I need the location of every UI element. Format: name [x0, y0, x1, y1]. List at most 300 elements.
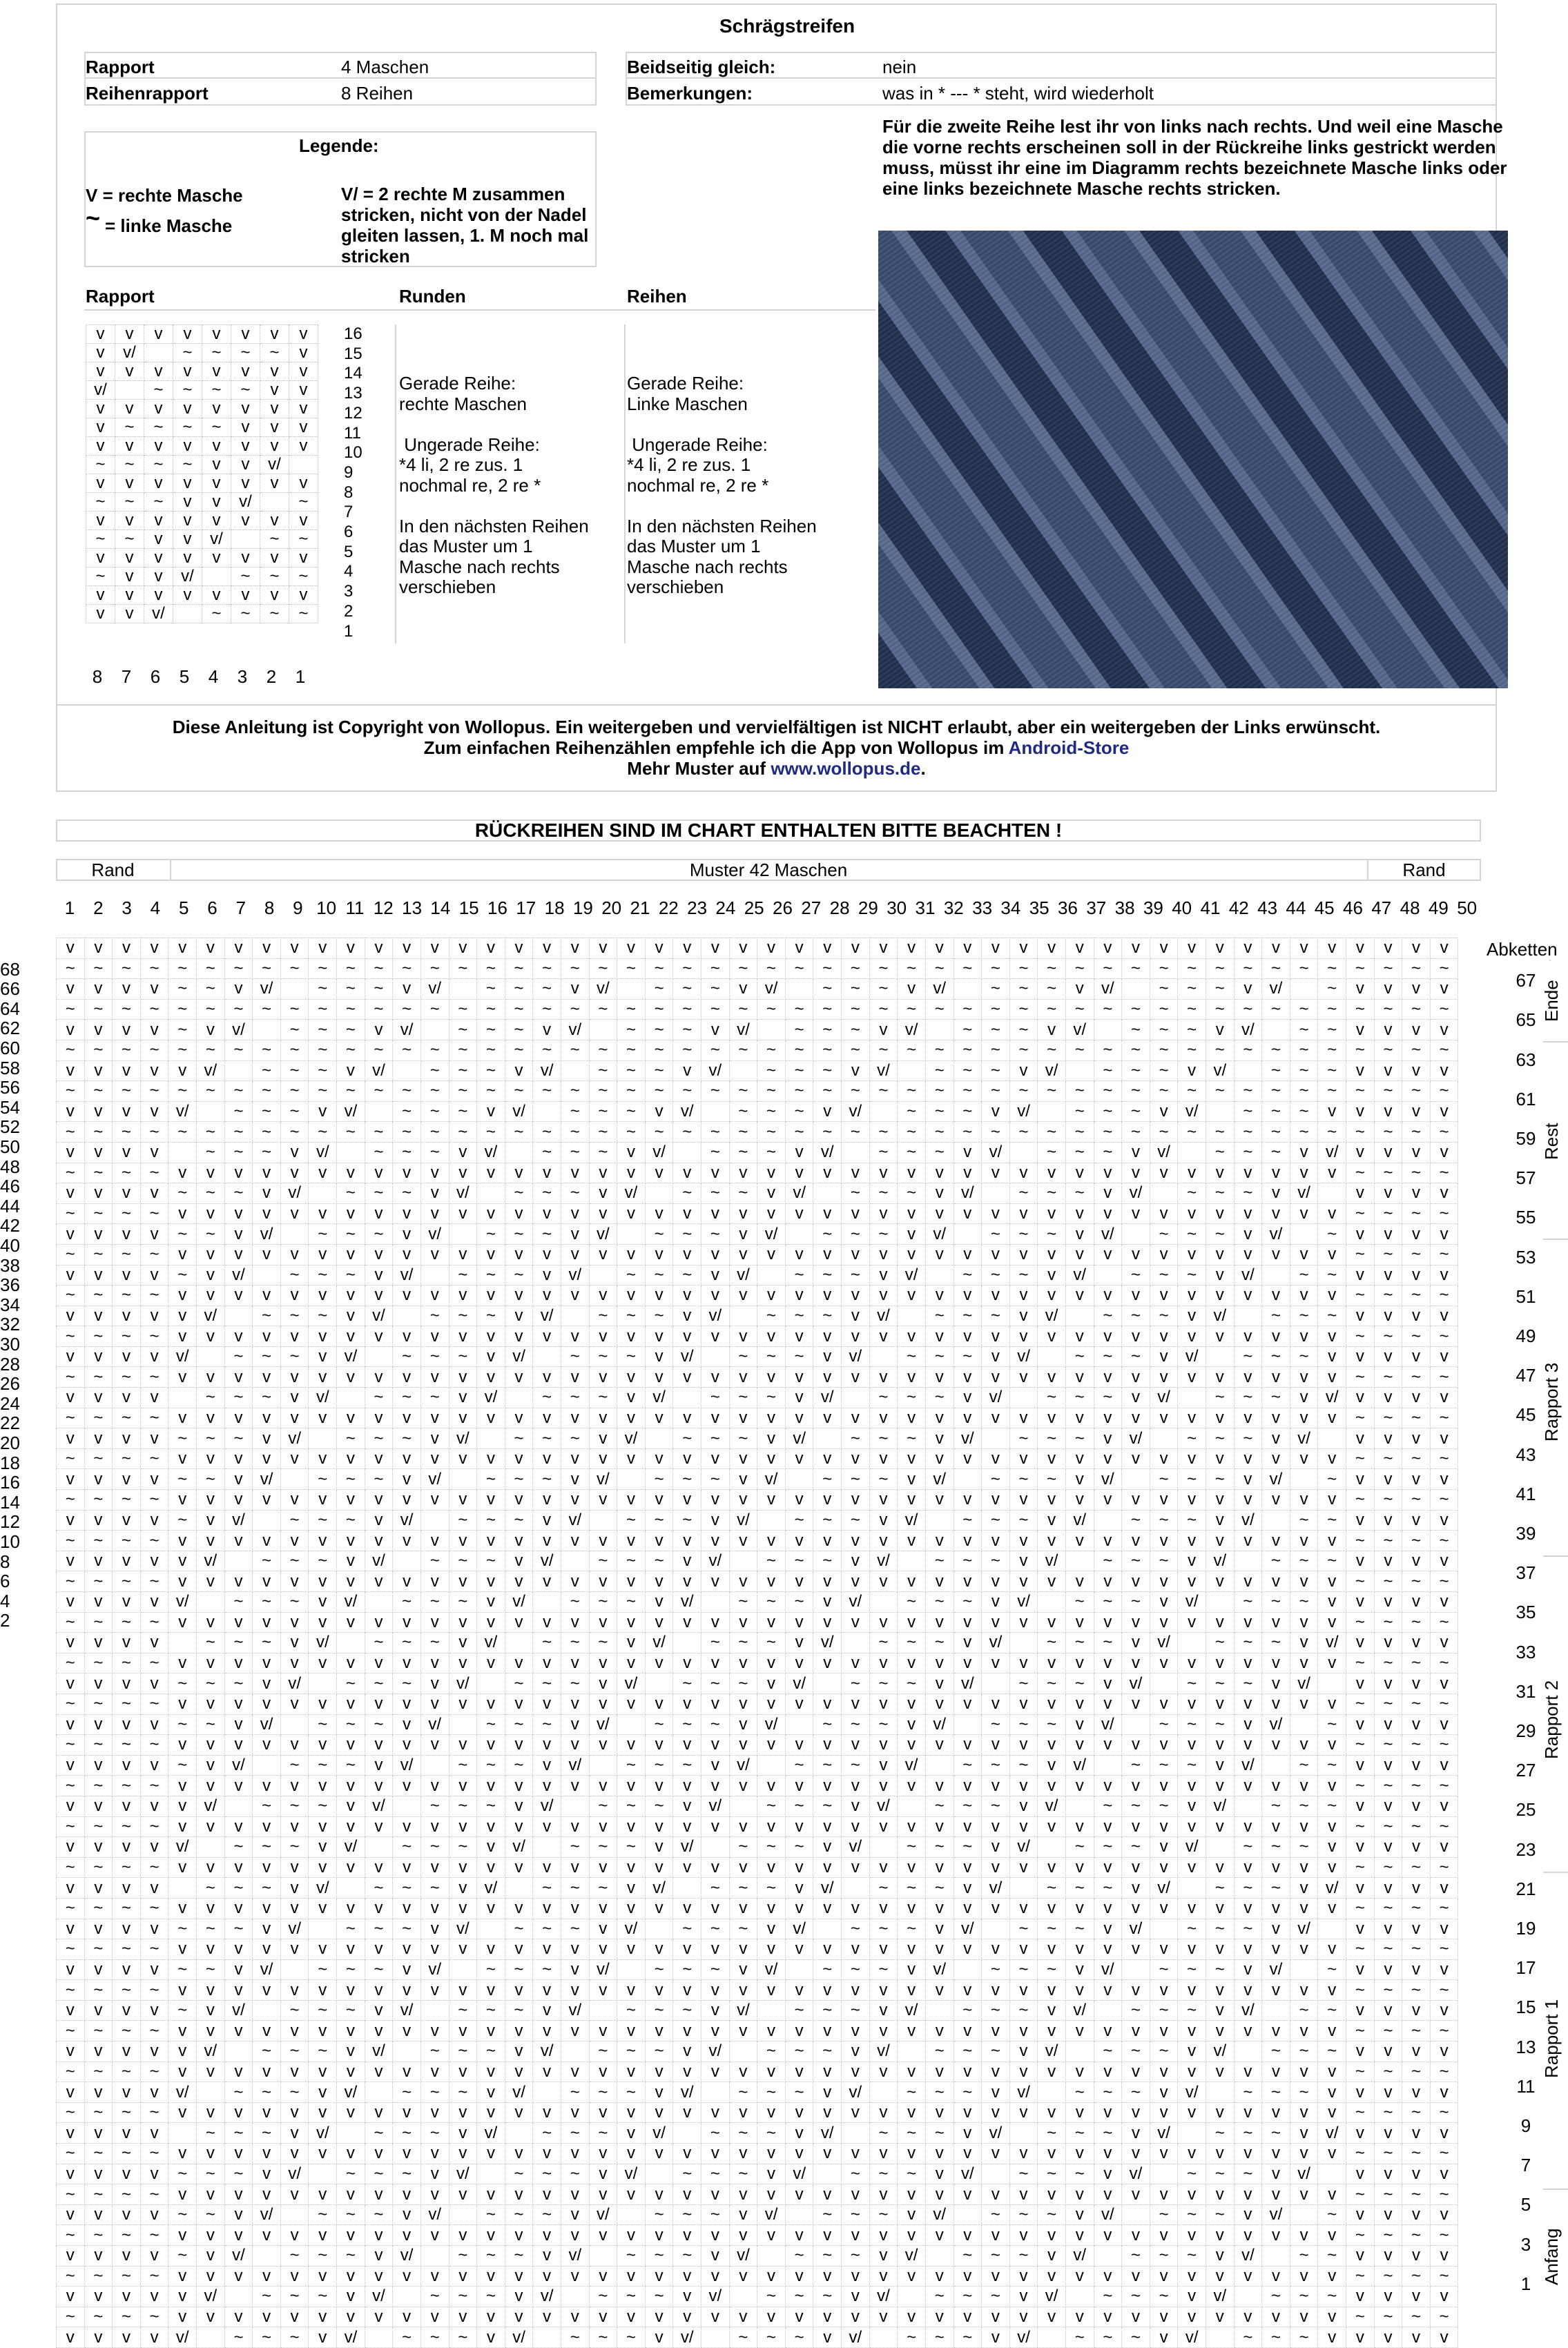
stitch-cell: v	[253, 2307, 281, 2327]
stitch-cell: v/	[785, 1673, 813, 1694]
stitch-cell: v	[1009, 1653, 1038, 1673]
stitch-cell: v	[813, 1448, 842, 1469]
stitch-cell: ~	[86, 493, 115, 512]
chart-row	[57, 1510, 1458, 1531]
section-divider	[1543, 2189, 1568, 2190]
stitch-cell: v	[589, 1653, 617, 1673]
rapport-row-number: 12	[344, 403, 362, 423]
stitch-cell: ~	[1038, 1673, 1066, 1694]
stitch-cell: ~	[757, 2287, 786, 2307]
stitch-cell: v	[280, 2123, 309, 2144]
stitch-cell: ~	[84, 1939, 113, 1960]
stitch-cell: v	[140, 1346, 168, 1367]
stitch-cell: v	[140, 1919, 168, 1939]
stitch-cell: v	[1262, 938, 1290, 959]
stitch-cell: v	[253, 1694, 281, 1714]
stitch-cell: ~	[1262, 2041, 1290, 2062]
stitch-cell: v	[842, 1490, 870, 1511]
stitch-cell: v	[533, 1755, 561, 1776]
rapport-chart-row	[86, 456, 318, 474]
stitch-cell: v	[617, 2307, 646, 2327]
stitch-cell	[954, 1714, 982, 1735]
stitch-cell: v	[197, 2000, 225, 2021]
stitch-cell	[337, 1142, 365, 1163]
stitch-cell: v	[224, 1203, 253, 1224]
stitch-cell: ~	[701, 958, 730, 979]
stitch-cell: v	[1094, 938, 1122, 959]
row-number-even: 44	[0, 1195, 20, 1216]
stitch-cell: v	[280, 1163, 309, 1183]
stitch-cell: v	[57, 1673, 85, 1694]
stitch-cell: v	[505, 1694, 533, 1714]
stitch-cell: v	[365, 1571, 393, 1592]
stitch-cell: v	[561, 1469, 589, 1490]
stitch-cell: v	[729, 2204, 757, 2225]
stitch-cell	[1065, 2287, 1094, 2307]
stitch-cell: v	[1318, 1694, 1346, 1714]
stitch-cell: v	[1065, 1714, 1094, 1735]
stitch-cell: v	[57, 1306, 85, 1326]
stitch-cell: v	[1094, 1285, 1122, 1306]
stitch-cell: v	[477, 2061, 505, 2082]
stitch-cell: ~	[1290, 1306, 1318, 1326]
stitch-cell: ~	[617, 1346, 646, 1367]
stitch-cell: v	[420, 2061, 449, 2082]
stitch-cell: v	[477, 1612, 505, 1633]
stitch-cell: ~	[197, 1714, 225, 1735]
stitch-cell: ~	[365, 2123, 393, 2144]
stitch-cell: v	[1065, 2061, 1094, 2082]
stitch-cell: ~	[280, 1081, 309, 1102]
stitch-cell: v	[645, 1285, 673, 1306]
stitch-cell: v	[280, 2184, 309, 2205]
stitch-cell: v	[842, 1448, 870, 1469]
stitch-cell: v	[1122, 1326, 1150, 1347]
stitch-cell: v	[898, 1714, 926, 1735]
stitch-cell: v	[842, 1612, 870, 1633]
stitch-cell: v/	[533, 1551, 561, 1571]
stitch-cell: v	[533, 2307, 561, 2327]
column-number: 40	[1172, 898, 1192, 918]
stitch-cell: v	[701, 1816, 730, 1837]
stitch-cell: v	[1150, 1490, 1178, 1511]
stitch-cell: v	[701, 1571, 730, 1592]
stitch-cell: ~	[1009, 1673, 1038, 1694]
stitch-cell: v	[420, 1857, 449, 1878]
stitch-cell: ~	[1430, 1081, 1458, 1102]
stitch-cell: ~	[1178, 2164, 1206, 2184]
abketten-label: Abketten	[1487, 939, 1558, 960]
stitch-cell: v	[673, 1203, 701, 1224]
column-number: 49	[1428, 898, 1449, 918]
stitch-cell	[982, 1428, 1010, 1449]
stitch-cell: v	[1402, 2164, 1431, 2184]
chart-row	[57, 2246, 1458, 2267]
stitch-cell: v	[393, 979, 421, 1000]
stitch-cell: v	[420, 1694, 449, 1714]
stitch-cell: ~	[1009, 2164, 1038, 2184]
stitch-cell: v	[1206, 1653, 1234, 1673]
stitch-cell: v	[1262, 1571, 1290, 1592]
stitch-cell: ~	[869, 2204, 898, 2225]
stitch-cell: v	[982, 2327, 1010, 2348]
stitch-cell: v	[1290, 1531, 1318, 1551]
stitch-cell: ~	[113, 1735, 141, 1756]
stitch-cell: ~	[57, 1531, 85, 1551]
app-recommendation-text: Zum einfachen Reihenzählen empfehle ich die App von Wollopus im	[423, 737, 1009, 758]
stitch-cell: v	[280, 1142, 309, 1163]
stitch-cell: v	[280, 1244, 309, 1265]
rapport-column-number: 7	[121, 666, 132, 687]
stitch-cell: v	[1290, 1612, 1318, 1633]
stitch-cell: ~	[253, 1101, 281, 1122]
stitch-cell: v	[869, 1816, 898, 1837]
stitch-cell: v	[1402, 1306, 1431, 1326]
stitch-cell: ~	[420, 2082, 449, 2103]
stitch-cell: v	[673, 2184, 701, 2205]
stitch-cell: v	[561, 1163, 589, 1183]
row-number-even: 40	[0, 1235, 20, 1256]
row-number-odd: 19	[1516, 1918, 1536, 1939]
stitch-cell: ~	[168, 958, 197, 979]
stitch-cell: v	[673, 1448, 701, 1469]
stitch-cell: ~	[1122, 1346, 1150, 1367]
stitch-cell: v	[113, 1510, 141, 1531]
stitch-cell: v	[617, 2184, 646, 2205]
row-number-odd: 11	[1516, 2075, 1536, 2097]
stitch-cell: v	[1206, 1939, 1234, 1960]
stitch-cell: ~	[57, 1326, 85, 1347]
stitch-cell	[505, 2123, 533, 2144]
stitch-cell: ~	[1346, 1448, 1375, 1469]
stitch-cell: ~	[617, 1122, 646, 1143]
stitch-cell: ~	[1150, 1040, 1178, 1060]
stitch-cell: ~	[505, 979, 533, 1000]
stitch-cell: ~	[813, 2287, 842, 2307]
stitch-cell: v	[982, 1244, 1010, 1265]
stitch-cell: ~	[1374, 1816, 1402, 1837]
stitch-cell: v	[533, 1203, 561, 1224]
stitch-cell: v	[1122, 1612, 1150, 1633]
stitch-cell: v	[280, 1857, 309, 1878]
stitch-cell: v	[1430, 1224, 1458, 1245]
stitch-cell: v	[1374, 1510, 1402, 1531]
stitch-cell: v	[1009, 1367, 1038, 1388]
stitch-cell: v	[561, 979, 589, 1000]
stitch-cell: ~	[84, 1694, 113, 1714]
stitch-cell: v/	[280, 2164, 309, 2184]
stitch-cell: ~	[1122, 958, 1150, 979]
stitch-cell: ~	[505, 958, 533, 979]
stitch-cell: ~	[1346, 2021, 1375, 2041]
stitch-cell: v	[393, 1163, 421, 1183]
stitch-cell: v	[84, 1306, 113, 1326]
stitch-cell: ~	[420, 1060, 449, 1081]
stitch-cell: ~	[1094, 1551, 1122, 1571]
stitch-cell: ~	[842, 1183, 870, 1204]
stitch-cell: v	[1374, 1469, 1402, 1490]
stitch-cell: ~	[729, 2082, 757, 2103]
stitch-cell: ~	[86, 530, 115, 549]
column-number: 23	[687, 898, 708, 918]
stitch-cell: v/	[1262, 2204, 1290, 2225]
stitch-cell: ~	[84, 1898, 113, 1919]
stitch-cell: v	[898, 1980, 926, 2001]
stitch-cell: ~	[365, 1040, 393, 1060]
stitch-cell: ~	[505, 1183, 533, 1204]
stitch-cell: ~	[982, 999, 1010, 1020]
stitch-cell: v	[337, 1531, 365, 1551]
stitch-cell: v	[1318, 1653, 1346, 1673]
stitch-cell: v	[589, 2225, 617, 2246]
stitch-cell: v/	[1318, 1633, 1346, 1653]
stitch-cell: ~	[645, 979, 673, 1000]
stitch-cell: ~	[1178, 1183, 1206, 1204]
stitch-cell: ~	[253, 999, 281, 1020]
column-number: 10	[316, 898, 337, 918]
stitch-cell: v	[477, 1837, 505, 1858]
stitch-cell: v	[173, 549, 202, 567]
stitch-cell: v/	[1262, 1714, 1290, 1735]
stitch-cell: v	[253, 1816, 281, 1837]
stitch-cell: v	[1178, 1306, 1206, 1326]
stitch-cell: v	[1290, 1367, 1318, 1388]
stitch-cell: v/	[869, 2041, 898, 2062]
stitch-cell: ~	[505, 1959, 533, 1980]
stitch-cell: v	[1234, 2266, 1262, 2287]
stitch-cell: v	[224, 1714, 253, 1735]
stitch-cell: ~	[1430, 2021, 1458, 2041]
stitch-cell: v	[289, 325, 318, 344]
stitch-cell: v	[1262, 2184, 1290, 2205]
stitch-cell: v	[1038, 1163, 1066, 1183]
stitch-cell: v	[337, 2225, 365, 2246]
wollopus-link[interactable]: www.wollopus.de	[771, 758, 921, 779]
stitch-cell: v	[449, 1694, 477, 1714]
stitch-cell: v	[1009, 1980, 1038, 2001]
stitch-cell: v	[289, 437, 318, 456]
instruction-line	[399, 495, 620, 516]
stitch-cell: v	[1038, 1020, 1066, 1040]
stitch-cell: ~	[113, 2307, 141, 2327]
stitch-cell: ~	[673, 999, 701, 1020]
row-number-odd: 13	[1516, 2036, 1536, 2057]
stitch-cell: v	[1374, 938, 1402, 959]
stitch-cell: ~	[84, 1980, 113, 2001]
stitch-cell: ~	[1150, 1060, 1178, 1081]
stitch-cell: v	[477, 1939, 505, 1960]
stitch-cell: ~	[589, 958, 617, 979]
stitch-cell: v/	[617, 1183, 646, 1204]
stitch-cell	[729, 1306, 757, 1326]
stitch-cell: v	[365, 1816, 393, 1837]
stitch-cell: v	[84, 1510, 113, 1531]
stitch-cell: v	[420, 1408, 449, 1428]
stitch-cell: v	[168, 2287, 197, 2307]
stitch-cell: v	[701, 1265, 730, 1285]
stitch-cell: v	[785, 1612, 813, 1633]
stitch-cell: v/	[365, 1306, 393, 1326]
stitch-cell: ~	[57, 1612, 85, 1633]
stitch-cell	[1065, 2041, 1094, 2062]
stitch-cell	[197, 1101, 225, 1122]
stitch-cell: v	[84, 1592, 113, 1613]
row-number-even: 38	[0, 1254, 20, 1276]
stitch-cell: v	[1346, 1633, 1375, 1653]
stitch-cell: v	[561, 1857, 589, 1878]
stitch-cell: ~	[1122, 1510, 1150, 1531]
stitch-cell: ~	[1094, 1060, 1122, 1081]
stitch-cell: ~	[57, 1367, 85, 1388]
stitch-cell: ~	[449, 1081, 477, 1102]
stitch-cell: ~	[1430, 1653, 1458, 1673]
stitch-cell: ~	[1402, 1285, 1431, 1306]
stitch-cell: v	[729, 1959, 757, 1980]
stitch-cell: v	[140, 2287, 168, 2307]
stitch-cell: v/	[1206, 2041, 1234, 2062]
stitch-cell: v	[449, 1388, 477, 1408]
stitch-cell: v	[589, 2184, 617, 2205]
stitch-cell: ~	[785, 1755, 813, 1776]
stitch-cell: v	[1038, 1898, 1066, 1919]
stitch-cell: v	[589, 2021, 617, 2041]
stitch-cell: ~	[869, 1142, 898, 1163]
stitch-cell: v	[785, 1878, 813, 1899]
stitch-cell	[1206, 2082, 1234, 2103]
stitch-cell: v	[813, 1857, 842, 1878]
stitch-cell: v	[337, 1408, 365, 1428]
column-number: 25	[744, 898, 764, 918]
stitch-cell	[1122, 1959, 1150, 1980]
stitch-cell: v	[954, 2184, 982, 2205]
stitch-cell: v/	[925, 1469, 954, 1490]
legend-v: V = rechte Masche	[86, 185, 243, 206]
stitch-cell: v	[1374, 979, 1402, 1000]
stitch-cell	[1094, 1020, 1122, 1040]
stitch-cell: v	[1430, 1919, 1458, 1939]
stitch-cell: ~	[1402, 1040, 1431, 1060]
column-number: 19	[572, 898, 593, 918]
stitch-cell	[589, 1265, 617, 1285]
stitch-cell: v	[729, 1326, 757, 1347]
stitch-cell: v	[231, 418, 260, 437]
stitch-cell	[1122, 1224, 1150, 1245]
stitch-cell: v	[673, 1060, 701, 1081]
stitch-cell: v	[1094, 2021, 1122, 2041]
stitch-cell: ~	[1150, 1755, 1178, 1776]
rapport-column-number: 2	[266, 666, 277, 687]
stitch-cell: ~	[925, 1122, 954, 1143]
stitch-cell: v	[337, 2102, 365, 2123]
stitch-cell: ~	[113, 1857, 141, 1878]
stitch-cell: v	[1206, 2184, 1234, 2205]
stitch-cell: ~	[813, 958, 842, 979]
stitch-cell: ~	[260, 344, 289, 362]
stitch-cell: v	[701, 2266, 730, 2287]
stitch-cell: ~	[617, 1265, 646, 1285]
stitch-cell: v	[113, 1142, 141, 1163]
stitch-cell: v	[1009, 2102, 1038, 2123]
stitch-cell: v	[1094, 1653, 1122, 1673]
stitch-cell: v	[365, 1735, 393, 1756]
stitch-cell: v	[1290, 2307, 1318, 2327]
stitch-cell: v	[449, 2266, 477, 2287]
stitch-cell: v	[224, 1285, 253, 1306]
stitch-cell: ~	[869, 1122, 898, 1143]
stitch-cell: ~	[84, 1367, 113, 1388]
stitch-cell: v	[224, 1224, 253, 1245]
stitch-cell	[645, 2164, 673, 2184]
stitch-cell: v	[309, 1367, 337, 1388]
stitch-cell: v	[1206, 1612, 1234, 1633]
stitch-cell: v	[1402, 1020, 1431, 1040]
stitch-cell: ~	[420, 1346, 449, 1367]
stitch-cell: v	[57, 1428, 85, 1449]
stitch-cell: ~	[113, 1244, 141, 1265]
stitch-cell: v	[1402, 979, 1431, 1000]
stitch-cell: v	[57, 2204, 85, 2225]
stitch-cell: v	[57, 2000, 85, 2021]
stitch-cell: v	[673, 1367, 701, 1388]
bemerkungen-label: Bemerkungen:	[627, 83, 753, 104]
stitch-cell: v	[982, 1448, 1010, 1469]
stitch-cell: v	[1009, 1448, 1038, 1469]
stitch-cell: ~	[617, 1020, 646, 1040]
stitch-cell: v	[1178, 1653, 1206, 1673]
stitch-cell: v	[701, 1735, 730, 1756]
stitch-cell: v/	[617, 1673, 646, 1694]
stitch-cell: v/	[477, 1142, 505, 1163]
stitch-cell: v	[477, 1163, 505, 1183]
stitch-cell: v	[224, 1939, 253, 1960]
stitch-cell: v/	[561, 2000, 589, 2021]
stitch-cell: v	[1065, 1735, 1094, 1756]
stitch-cell	[561, 1060, 589, 1081]
stitch-cell: ~	[57, 1408, 85, 1428]
stitch-cell: v	[1065, 1694, 1094, 1714]
stitch-cell: v	[477, 1898, 505, 1919]
stitch-cell: v	[280, 1694, 309, 1714]
instruction-line: Masche nach rechts	[627, 556, 788, 577]
stitch-cell: v/	[954, 1673, 982, 1694]
row-number-even: 60	[0, 1038, 20, 1058]
stitch-cell	[842, 2123, 870, 2144]
stitch-cell: v	[224, 2144, 253, 2164]
stitch-cell: ~	[954, 1060, 982, 1081]
stitch-cell: v	[84, 1428, 113, 1449]
stitch-cell: ~	[505, 1040, 533, 1060]
stitch-cell: v	[168, 1735, 197, 1756]
stitch-cell	[309, 2164, 337, 2184]
stitch-cell: ~	[645, 1020, 673, 1040]
stitch-cell: v	[84, 1469, 113, 1490]
stitch-cell: v	[561, 2061, 589, 2082]
stitch-cell: v	[1374, 1755, 1402, 1776]
stitch-cell: v	[1206, 1776, 1234, 1796]
android-store-link[interactable]: Android-Store	[1008, 737, 1130, 758]
stitch-cell: v	[898, 1694, 926, 1714]
stitch-cell: v	[617, 1571, 646, 1592]
stitch-cell: ~	[365, 1122, 393, 1143]
stitch-cell: ~	[898, 1428, 926, 1449]
stitch-cell: ~	[925, 958, 954, 979]
stitch-cell: v	[757, 2102, 786, 2123]
stitch-cell: ~	[645, 1469, 673, 1490]
stitch-cell: ~	[505, 1122, 533, 1143]
stitch-cell: ~	[617, 1306, 646, 1326]
stitch-cell	[289, 456, 318, 474]
stitch-cell: ~	[309, 1081, 337, 1102]
